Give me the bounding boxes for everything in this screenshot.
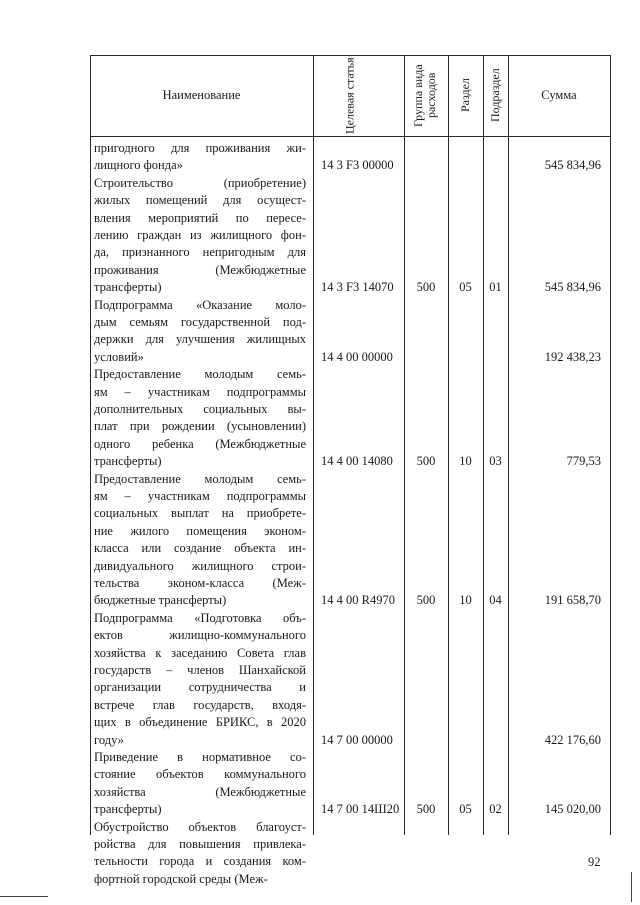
row-target-code: 14 3 F3 14070	[321, 280, 394, 295]
col-border	[404, 55, 405, 835]
row-name-line: условий»	[94, 349, 144, 364]
row-sum: 422 176,60	[544, 732, 601, 747]
row-name-line: да, признанного непригодным для	[94, 245, 306, 260]
row-target-code: 14 4 00 R4970	[321, 593, 395, 608]
row-sum: 192 438,23	[544, 349, 601, 364]
col-border	[610, 55, 611, 835]
row-name	[94, 819, 306, 889]
row-name-line: плат при рождении (усыновлении)	[94, 419, 306, 434]
row-section: 05	[459, 802, 472, 817]
header-name: Наименование	[162, 88, 241, 102]
row-target-code: 14 3 F3 00000	[321, 158, 394, 173]
header-section: Раздел	[458, 78, 472, 113]
col-border	[483, 55, 484, 835]
row-name-line: щих в объединение БРИКС, в 2020	[94, 715, 306, 730]
row-name-line: бюджетные трансферты)	[94, 593, 227, 608]
row-group: 500	[416, 593, 436, 608]
row-name-line: Подпрограмма «Подготовка объ-	[94, 610, 306, 625]
row-name-line: Предоставление молодым семь-	[94, 367, 306, 382]
row-target-code: 14 4 00 14080	[321, 454, 393, 469]
row-name-line: дивидуального жилищного строи-	[94, 558, 306, 573]
row-section: 05	[459, 280, 472, 295]
scan-edge-mark	[0, 896, 48, 897]
row-name-line: пригодного для проживания жи-	[94, 141, 306, 155]
row-name-line: году»	[94, 732, 124, 747]
row-name	[94, 366, 306, 470]
row-name-line: стояние объектов коммунального	[94, 767, 306, 782]
row-name-line: Подпрограмма «Оказание моло-	[94, 297, 306, 312]
row-name-line: лищного фонда»	[94, 158, 183, 173]
col-border	[448, 55, 449, 835]
row-name-line: держки для улучшения жилищных	[94, 332, 306, 347]
row-name-line: дополнительных социальных вы-	[94, 402, 306, 416]
header-sum: Сумма	[541, 88, 577, 102]
row-section: 10	[459, 454, 472, 469]
row-name-line: дым семьям государственной под-	[94, 315, 306, 329]
row-sum: 545 834,96	[544, 280, 601, 295]
row-name-line: ройства для повышения привлека-	[94, 837, 306, 851]
row-name	[94, 297, 306, 367]
row-subsection: 03	[489, 454, 502, 469]
row-name-line: трансферты)	[94, 802, 162, 817]
row-subsection: 01	[489, 280, 502, 295]
row-name-line: трансферты)	[94, 454, 162, 469]
header-group: Группа вида расходов	[411, 64, 438, 127]
row-name-line: одного ребенка (Межбюджетные	[94, 436, 306, 451]
row-name-line: тельности города и создания ком-	[94, 854, 306, 869]
row-sum: 191 658,70	[544, 593, 601, 608]
row-name-line: трансферты)	[94, 280, 162, 295]
row-subsection: 02	[489, 802, 502, 817]
row-target-code: 14 7 00 00000	[321, 732, 393, 747]
row-name-line: Предоставление молодым семь-	[94, 471, 306, 486]
row-name-line: социальных выплат на приобрете-	[94, 506, 306, 521]
row-sum: 779,53	[566, 454, 601, 469]
row-name	[94, 471, 306, 610]
row-name-line: ям – участникам подпрограммы	[94, 384, 306, 399]
row-name	[94, 140, 306, 175]
row-name-line: класса или создание объекта ин-	[94, 541, 306, 556]
row-name-line: лению граждан из жилищного фон-	[94, 228, 306, 243]
row-name-line: организации сотрудничества и	[94, 680, 306, 695]
row-target-code: 14 4 00 00000	[321, 349, 393, 364]
row-name-line: Строительство (приобретение)	[94, 175, 306, 190]
col-border	[90, 55, 91, 835]
row-name-line: хозяйства к заседанию Совета глав	[94, 645, 306, 660]
row-group: 500	[416, 454, 436, 469]
row-section: 10	[459, 593, 472, 608]
row-name-line: жилых помещений для осущест-	[94, 193, 306, 208]
row-name-line: государств – членов Шанхайской	[94, 663, 306, 678]
scan-edge-mark	[631, 872, 632, 902]
row-name-line: проживания (Межбюджетные	[94, 262, 306, 277]
row-target-code: 14 7 00 14Ш20	[321, 802, 400, 817]
row-group: 500	[416, 280, 436, 295]
row-sum: 145 020,00	[544, 802, 601, 817]
col-border	[508, 55, 509, 835]
page-number: 92	[588, 855, 601, 869]
row-name	[94, 749, 306, 819]
row-name-line: ектов жилищно-коммунального	[94, 628, 306, 643]
budget-table	[90, 55, 611, 886]
row-sum: 545 834,96	[544, 158, 601, 173]
row-name-line: встрече глав государств, входя-	[94, 697, 306, 712]
header-subsection: Подраздел	[488, 68, 502, 123]
row-name	[94, 175, 306, 297]
row-name-line: ям – участникам подпрограммы	[94, 489, 306, 503]
header-bottom-border	[90, 136, 611, 137]
row-name-line: Обустройство объектов благоуст-	[94, 819, 306, 834]
row-name	[94, 610, 306, 749]
header-target: Целевая статья	[342, 57, 357, 134]
col-border	[313, 55, 314, 835]
row-name-line: хозяйства (Межбюджетные	[94, 784, 306, 799]
row-name-line: тельства эконом-класса (Меж-	[94, 576, 306, 591]
row-name-line: ние жилого помещения эконом-	[94, 523, 306, 538]
row-name-line: Приведение в нормативное со-	[94, 750, 306, 764]
row-subsection: 04	[489, 593, 502, 608]
row-name-line: вления мероприятий по пересе-	[94, 210, 306, 225]
row-name-line: фортной городской среды (Меж-	[94, 871, 268, 886]
row-group: 500	[416, 802, 436, 817]
